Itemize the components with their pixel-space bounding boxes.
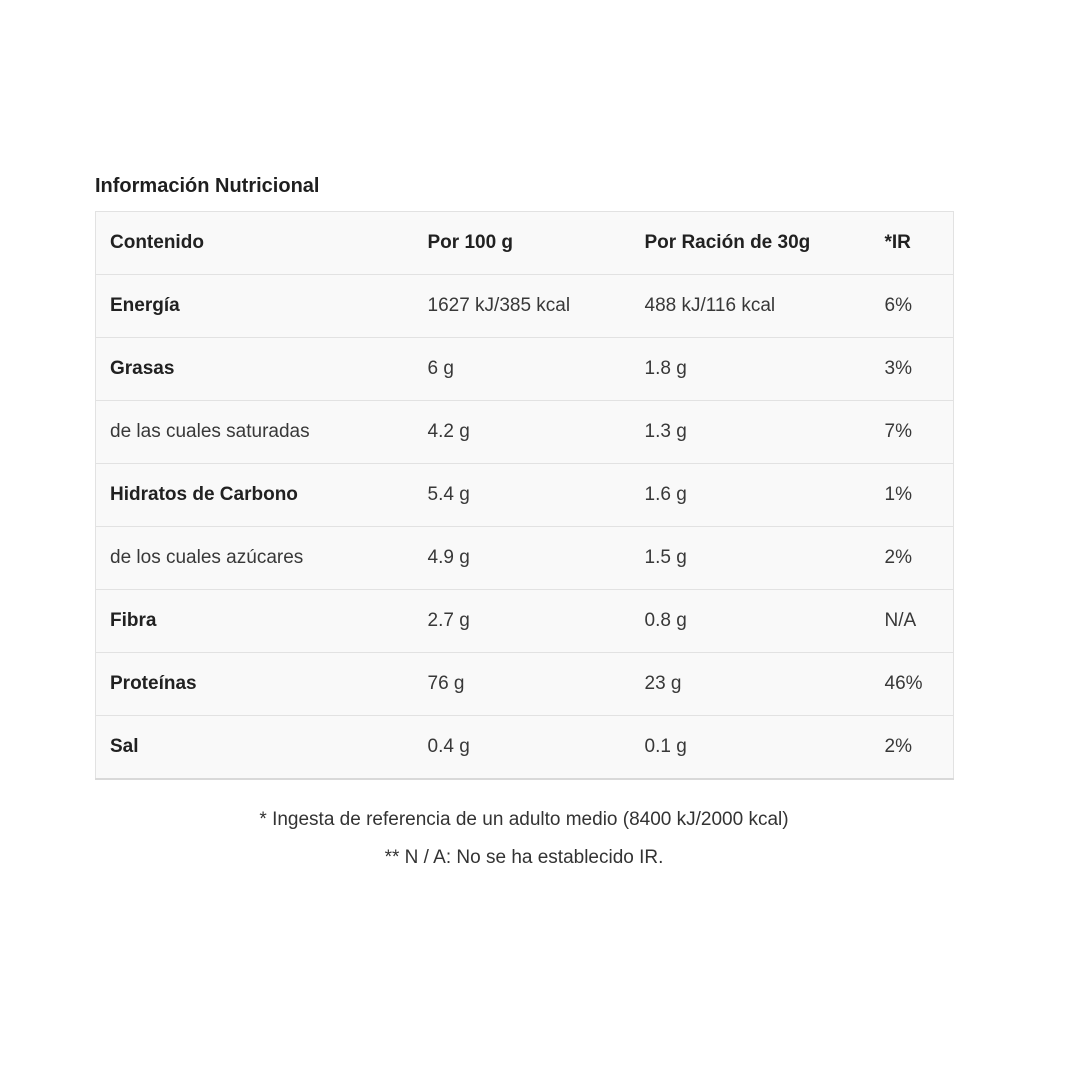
- header-por-racion: Por Ración de 30g: [644, 232, 811, 253]
- ir-value: 2%: [871, 716, 954, 779]
- table-row-saturadas: [96, 401, 954, 464]
- table-row-hidratos: [96, 464, 954, 527]
- per30-value: 0.1 g: [631, 716, 871, 779]
- per100-value: 4.9 g: [414, 527, 631, 590]
- row-label: Proteínas: [96, 653, 414, 716]
- table-row-grasas: [96, 338, 954, 401]
- per30-value: 1.8 g: [631, 338, 871, 401]
- row-label: Sal: [96, 716, 414, 779]
- per100-value: 5.4 g: [414, 464, 631, 527]
- per30-value: 1.6 g: [631, 464, 871, 527]
- row-label: de los cuales azúcares: [96, 527, 414, 590]
- row-label: Hidratos de Carbono: [96, 464, 414, 527]
- row-label: Fibra: [96, 590, 414, 653]
- table-row-sal: [96, 716, 954, 779]
- nutrition-panel: [95, 176, 953, 877]
- ir-value: N/A: [871, 590, 954, 653]
- per100-value: 6 g: [414, 338, 631, 401]
- table-row-azucares: [96, 527, 954, 590]
- per30-value: 1.5 g: [631, 527, 871, 590]
- per100-value: 2.7 g: [414, 590, 631, 653]
- ir-value: 6%: [871, 275, 954, 338]
- footnote-na-explanation: ** N / A: No se ha establecido IR.: [384, 846, 664, 868]
- table-row-energia: [96, 275, 954, 338]
- row-label: de las cuales saturadas: [96, 401, 414, 464]
- header-contenido: Contenido: [110, 232, 204, 253]
- per100-value: 1627 kJ/385 kcal: [414, 275, 631, 338]
- footnotes: [95, 801, 953, 877]
- nutrition-table: [95, 211, 954, 780]
- table-row-fibra: [96, 590, 954, 653]
- header-por-100g: Por 100 g: [427, 232, 514, 253]
- per30-value: 488 kJ/116 kcal: [631, 275, 871, 338]
- per30-value: 23 g: [631, 653, 871, 716]
- ir-value: 46%: [871, 653, 954, 716]
- footnote-reference-intake: * Ingesta de referencia de un adulto medio (8400 kJ/2000 kcal): [259, 808, 789, 830]
- header-row: [96, 212, 954, 275]
- per100-value: 4.2 g: [414, 401, 631, 464]
- per30-value: 1.3 g: [631, 401, 871, 464]
- ir-value: 7%: [871, 401, 954, 464]
- ir-value: 2%: [871, 527, 954, 590]
- per100-value: 0.4 g: [414, 716, 631, 779]
- ir-value: 3%: [871, 338, 954, 401]
- row-label: Grasas: [96, 338, 414, 401]
- per100-value: 76 g: [414, 653, 631, 716]
- row-label: Energía: [96, 275, 414, 338]
- nutrition-title: Información Nutricional: [95, 175, 320, 197]
- header-ir: *IR: [884, 232, 911, 253]
- ir-value: 1%: [871, 464, 954, 527]
- table-row-proteinas: [96, 653, 954, 716]
- per30-value: 0.8 g: [631, 590, 871, 653]
